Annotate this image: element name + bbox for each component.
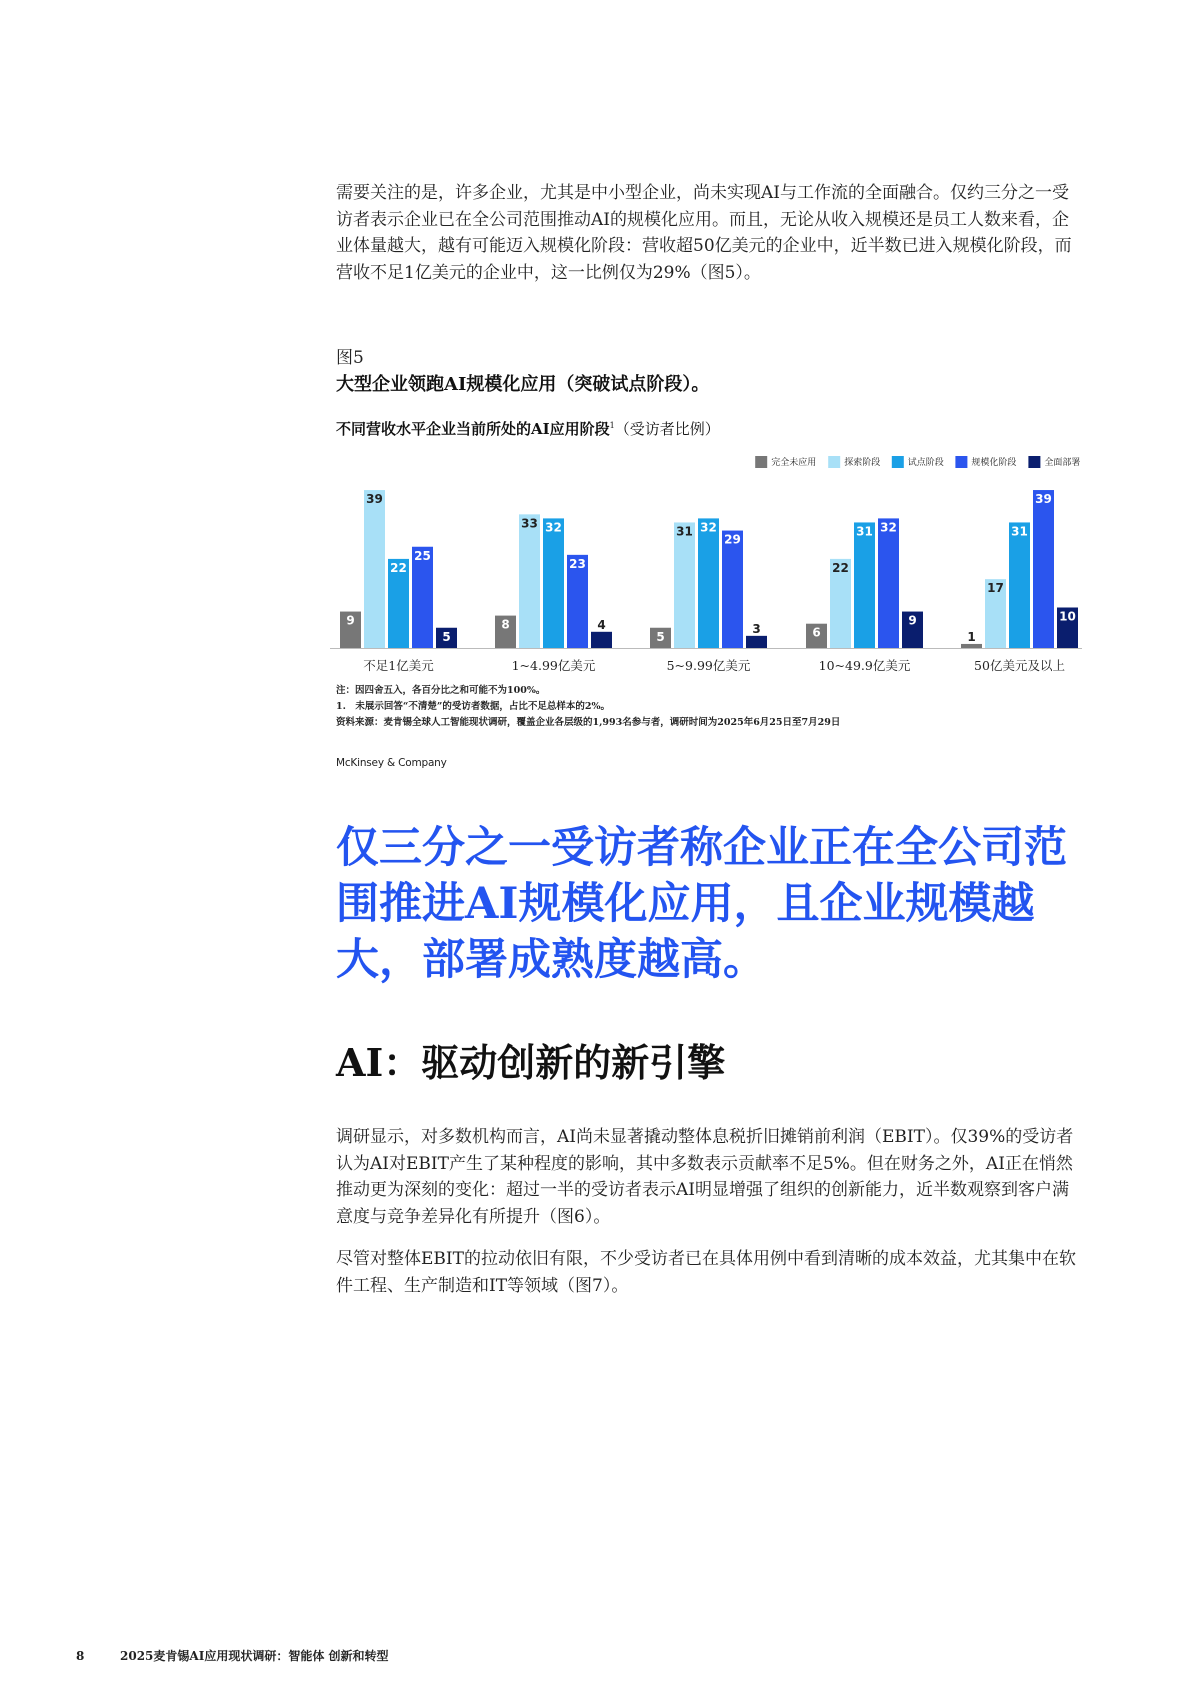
bar-全面部署-1 <box>591 632 612 648</box>
legend-swatch-全面部署 <box>1028 456 1040 468</box>
bar-label-全面部署-0: 5 <box>442 629 451 644</box>
intro-paragraph: 需要关注的是，许多企业，尤其是中小型企业，尚未实现AI与工作流的全面融合。仅约三分之一受访者表示企业已在全公司范围推动AI的规模化应用。而且，无论从收入规模还是员工人数来看，企业体量越大，越有可能迈入规模化阶段：营收超50亿美元的企业中，近半数已进入规模化阶段，而营收不足1亿美元的企业中，这一比例仅为29%（图5）。 <box>336 183 1072 283</box>
bar-试点阶段-2 <box>698 518 719 648</box>
bar-label-探索阶段-2: 31 <box>676 524 693 539</box>
bar-label-全面部署-3: 9 <box>908 613 917 628</box>
bar-label-完全未应用-0: 9 <box>346 613 355 628</box>
bar-label-规模化阶段-1: 23 <box>569 556 586 571</box>
legend-swatch-规模化阶段 <box>955 456 967 468</box>
chart-title-main: 不同营收水平企业当前所处的AI应用阶段 <box>336 420 610 438</box>
bar-探索阶段-2 <box>674 522 695 648</box>
legend-label-全面部署: 全面部署 <box>1044 458 1081 468</box>
bar-label-试点阶段-1: 32 <box>545 520 562 535</box>
bar-label-全面部署-4: 10 <box>1059 609 1076 624</box>
bar-label-全面部署-2: 3 <box>752 621 761 636</box>
bar-完全未应用-4 <box>961 644 982 648</box>
chart-notes <box>336 683 840 731</box>
brand-name: McKinsey & Company <box>336 757 447 769</box>
note-unknown-responses: 1. 未展示回答“不清楚”的受访者数据，占比不足总样本的2%。 <box>336 701 610 712</box>
bar-label-试点阶段-3: 31 <box>856 524 873 539</box>
bar-label-规模化阶段-2: 29 <box>724 532 741 547</box>
bar-规模化阶段-3 <box>878 518 899 648</box>
bar-label-完全未应用-4: 1 <box>967 629 976 644</box>
bar-label-规模化阶段-0: 25 <box>414 548 431 563</box>
category-label-4: 50亿美元及以上 <box>974 658 1065 673</box>
legend-label-规模化阶段: 规模化阶段 <box>971 458 1017 468</box>
chart-title <box>336 418 720 439</box>
bar-label-完全未应用-1: 8 <box>501 617 510 632</box>
chart-title-unit: （受访者比例） <box>614 420 720 438</box>
bar-label-试点阶段-2: 32 <box>700 520 717 535</box>
bar-探索阶段-1 <box>519 514 540 648</box>
legend-label-完全未应用: 完全未应用 <box>771 458 817 468</box>
bar-label-探索阶段-0: 39 <box>366 492 383 507</box>
bar-试点阶段-1 <box>543 518 564 648</box>
bar-label-探索阶段-1: 33 <box>521 516 538 531</box>
bar-试点阶段-4 <box>1009 522 1030 648</box>
note-rounding: 注：因四舍五入，各百分比之和可能不为100%。 <box>336 685 546 696</box>
bar-label-规模化阶段-4: 39 <box>1035 492 1052 507</box>
legend-swatch-完全未应用 <box>755 456 767 468</box>
bar-试点阶段-3 <box>854 522 875 648</box>
body-paragraph-ebit: 调研显示，对多数机构而言，AI尚未显著撬动整体息税折旧摊销前利润（EBIT）。仅39%的受访者认为AI对EBIT产生了某种程度的影响，其中多数表示贡献率不足5%。但在财务之外，AI正在悄然推动更为深刻的变化：超过一半的受访者表示AI明显增强了组织的创新能力，近半数观察到客户满意度与竞争差异化有所提升（图6）。 <box>336 1127 1074 1227</box>
category-label-2: 5~9.99亿美元 <box>666 658 751 673</box>
figure-label: 图5 <box>336 348 364 368</box>
section-heading: AI：驱动创新的新引擎 <box>336 1040 726 1085</box>
pull-quote: 仅三分之一受访者称企业正在全公司范围推进AI规模化应用，且企业规模越大，部署成熟度越高。 <box>336 823 1067 985</box>
legend-label-探索阶段: 探索阶段 <box>844 458 881 468</box>
body-paragraph-cost: 尽管对整体EBIT的拉动依旧有限，不少受访者已在具体用例中看到清晰的成本效益，尤其集中在软件工程、生产制造和IT等领域（图7）。 <box>336 1249 1076 1296</box>
category-label-1: 1~4.99亿美元 <box>511 658 596 673</box>
legend-swatch-探索阶段 <box>828 456 840 468</box>
bar-规模化阶段-4 <box>1033 490 1054 648</box>
bar-label-试点阶段-0: 22 <box>390 560 407 575</box>
note-source: 资料来源：麦肯锡全球人工智能现状调研，覆盖企业各层级的1,993名参与者，调研时间为2025年6月25日至7月29日 <box>336 717 841 728</box>
bar-label-全面部署-1: 4 <box>597 617 606 632</box>
page-footer <box>76 1647 389 1664</box>
bar-探索阶段-0 <box>364 490 385 648</box>
page-number: 8 <box>76 1649 85 1663</box>
stage-by-revenue-chart <box>330 448 1090 678</box>
bar-规模化阶段-2 <box>722 531 743 648</box>
bar-label-试点阶段-4: 31 <box>1011 524 1028 539</box>
bar-label-探索阶段-3: 22 <box>832 560 849 575</box>
category-label-3: 10~49.9亿美元 <box>818 658 911 673</box>
bar-label-探索阶段-4: 17 <box>987 581 1004 596</box>
bar-label-规模化阶段-3: 32 <box>880 520 897 535</box>
bar-全面部署-2 <box>746 636 767 648</box>
legend-swatch-试点阶段 <box>892 456 904 468</box>
footer-title: 2025麦肯锡AI应用现状调研：智能体 创新和转型 <box>120 1649 389 1663</box>
chart-title-footnote-mark: 1 <box>609 421 615 430</box>
figure-title: 大型企业领跑AI规模化应用（突破试点阶段）。 <box>336 374 710 395</box>
bar-label-完全未应用-3: 6 <box>812 625 821 640</box>
legend-label-试点阶段: 试点阶段 <box>907 458 944 468</box>
bar-label-完全未应用-2: 5 <box>656 629 665 644</box>
category-label-0: 不足1亿美元 <box>363 658 434 673</box>
